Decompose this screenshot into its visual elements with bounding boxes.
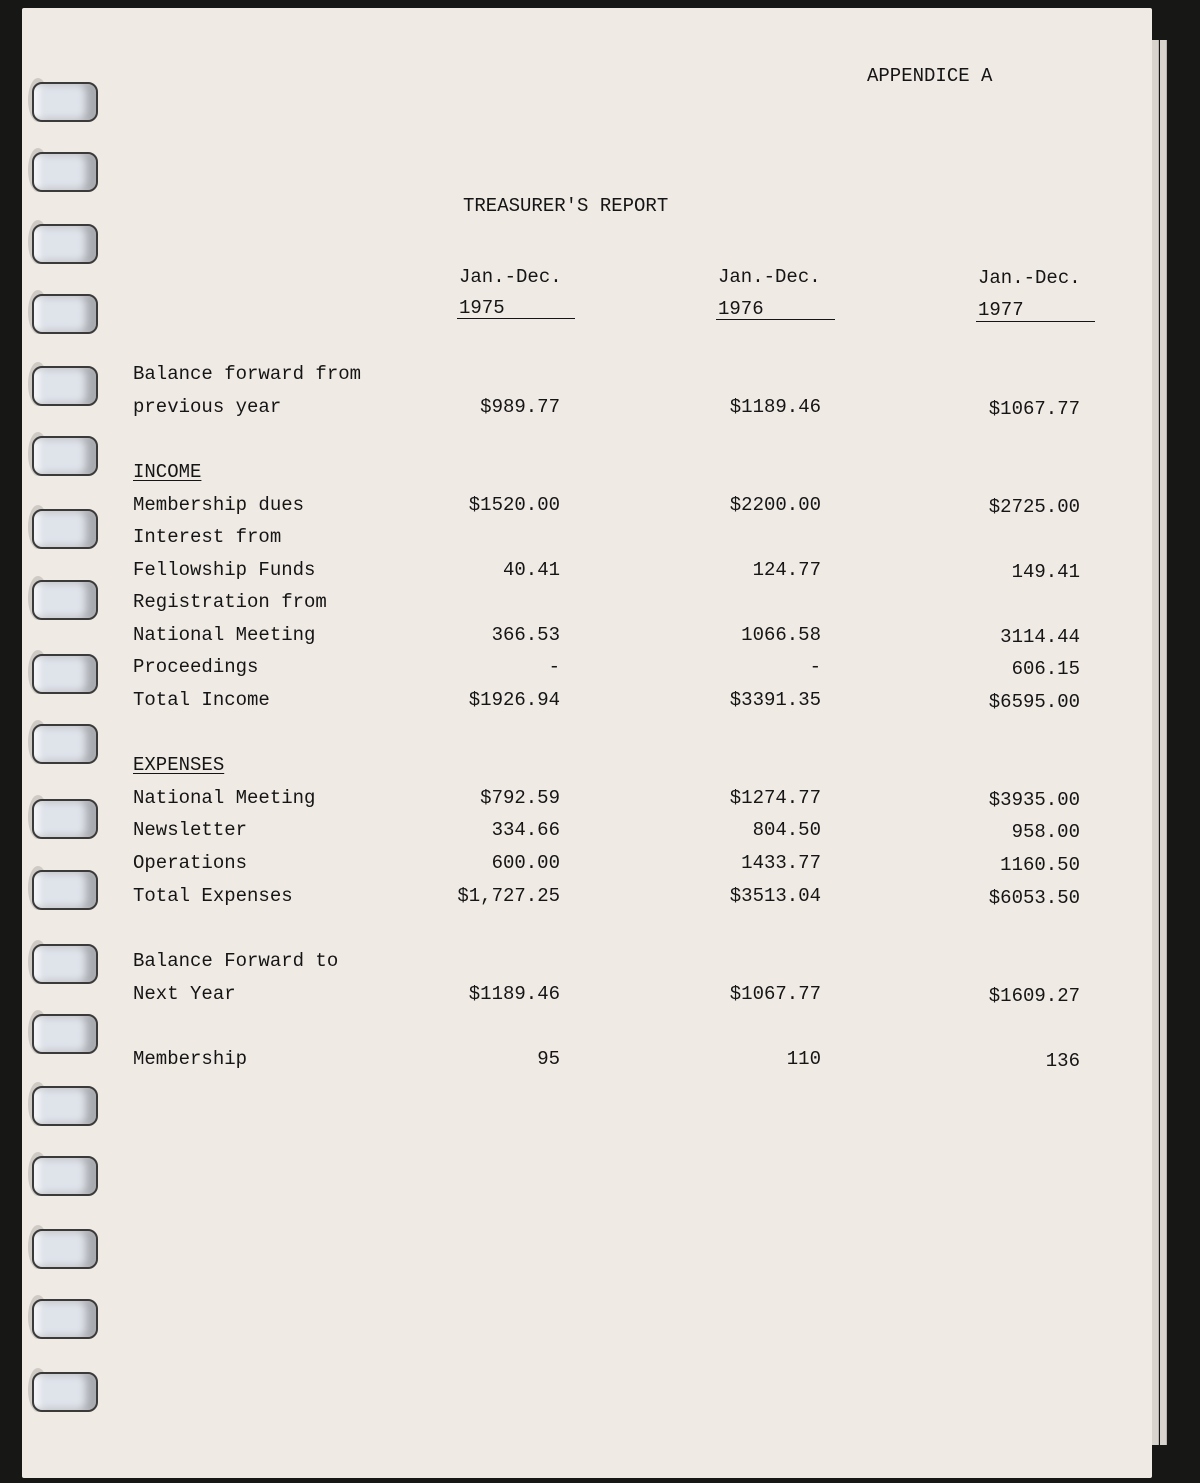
value-cell: $6595.00 [988,691,1080,713]
binding-ring [28,650,98,696]
value-cell: $1067.77 [729,983,821,1005]
value-cell: 1066.58 [741,624,821,646]
value-cell: - [809,656,821,678]
value-cell: $3513.04 [729,885,821,907]
row-label: Newsletter [133,819,248,841]
row-label: Membership dues [133,494,305,516]
row-label: Proceedings [133,656,259,678]
page-edge [1152,40,1159,1445]
document-page [22,8,1152,1478]
row-label: Fellowship Funds [133,559,316,581]
section-heading: INCOME [133,461,202,483]
row-label: Operations [133,852,248,874]
value-cell: 600.00 [491,852,560,874]
binding-ring [28,940,98,986]
binding-ring [28,1082,98,1128]
value-cell: $3935.00 [988,789,1080,811]
appendix-label: APPENDICE A [867,65,993,87]
row-label: National Meeting [133,787,316,809]
value-cell: $1609.27 [988,985,1080,1007]
binding-ring [28,505,98,551]
binding-ring [28,362,98,408]
value-cell: 606.15 [1011,658,1080,680]
binding-ring [28,866,98,912]
column-underline [457,318,575,319]
row-label: Registration from [133,591,327,613]
binding-ring [28,1368,98,1414]
row-label: Balance Forward to [133,950,339,972]
value-cell: 136 [1045,1050,1080,1072]
column-header-1975: Jan.-Dec. [459,266,562,288]
column-year-1976: 1976 [718,298,764,320]
binding-ring [28,576,98,622]
column-underline [716,319,835,320]
value-cell: 334.66 [491,819,560,841]
value-cell: $1067.77 [988,398,1080,420]
row-label: Balance forward from [133,363,362,385]
row-label: Next Year [133,983,236,1005]
row-label: previous year [133,396,282,418]
binding-ring [28,1295,98,1341]
value-cell: $1,727.25 [457,885,560,907]
value-cell: $1520.00 [468,494,560,516]
value-cell: 149.41 [1011,561,1080,583]
spiral-binding [0,0,110,1483]
binding-ring [28,1152,98,1198]
value-cell: $792.59 [480,787,560,809]
value-cell: 95 [537,1048,560,1070]
value-cell: 3114.44 [1000,626,1080,648]
row-label: Total Expenses [133,885,293,907]
value-cell: $1926.94 [468,689,560,711]
binding-ring [28,1225,98,1271]
row-label: Total Income [133,689,270,711]
binding-ring [28,290,98,336]
value-cell: 958.00 [1011,821,1080,843]
column-underline [976,321,1095,322]
report-title: TREASURER'S REPORT [463,195,669,217]
binding-ring [28,220,98,266]
value-cell: $2200.00 [729,494,821,516]
binding-ring [28,148,98,194]
value-cell: 124.77 [752,559,821,581]
binding-ring [28,432,98,478]
value-cell: 40.41 [502,559,560,581]
value-cell: $3391.35 [729,689,821,711]
binding-ring [28,720,98,766]
value-cell: 1160.50 [1000,854,1080,876]
value-cell: - [548,656,560,678]
column-header-1977: Jan.-Dec. [978,267,1081,289]
binding-ring [28,795,98,841]
binding-ring [28,78,98,124]
column-year-1975: 1975 [459,297,505,319]
column-year-1977: 1977 [978,299,1024,321]
value-cell: $6053.50 [988,887,1080,909]
row-label: National Meeting [133,624,316,646]
value-cell: 1433.77 [741,852,821,874]
value-cell: $989.77 [480,396,560,418]
section-heading: EXPENSES [133,754,225,776]
value-cell: 804.50 [752,819,821,841]
row-label: Membership [133,1048,248,1070]
row-label: Interest from [133,526,282,548]
value-cell: 366.53 [491,624,560,646]
value-cell: $2725.00 [988,496,1080,518]
value-cell: $1274.77 [729,787,821,809]
page-edge [1160,40,1167,1445]
column-header-1976: Jan.-Dec. [718,266,821,288]
value-cell: 110 [786,1048,821,1070]
binding-ring [28,1010,98,1056]
value-cell: $1189.46 [729,396,821,418]
value-cell: $1189.46 [468,983,560,1005]
